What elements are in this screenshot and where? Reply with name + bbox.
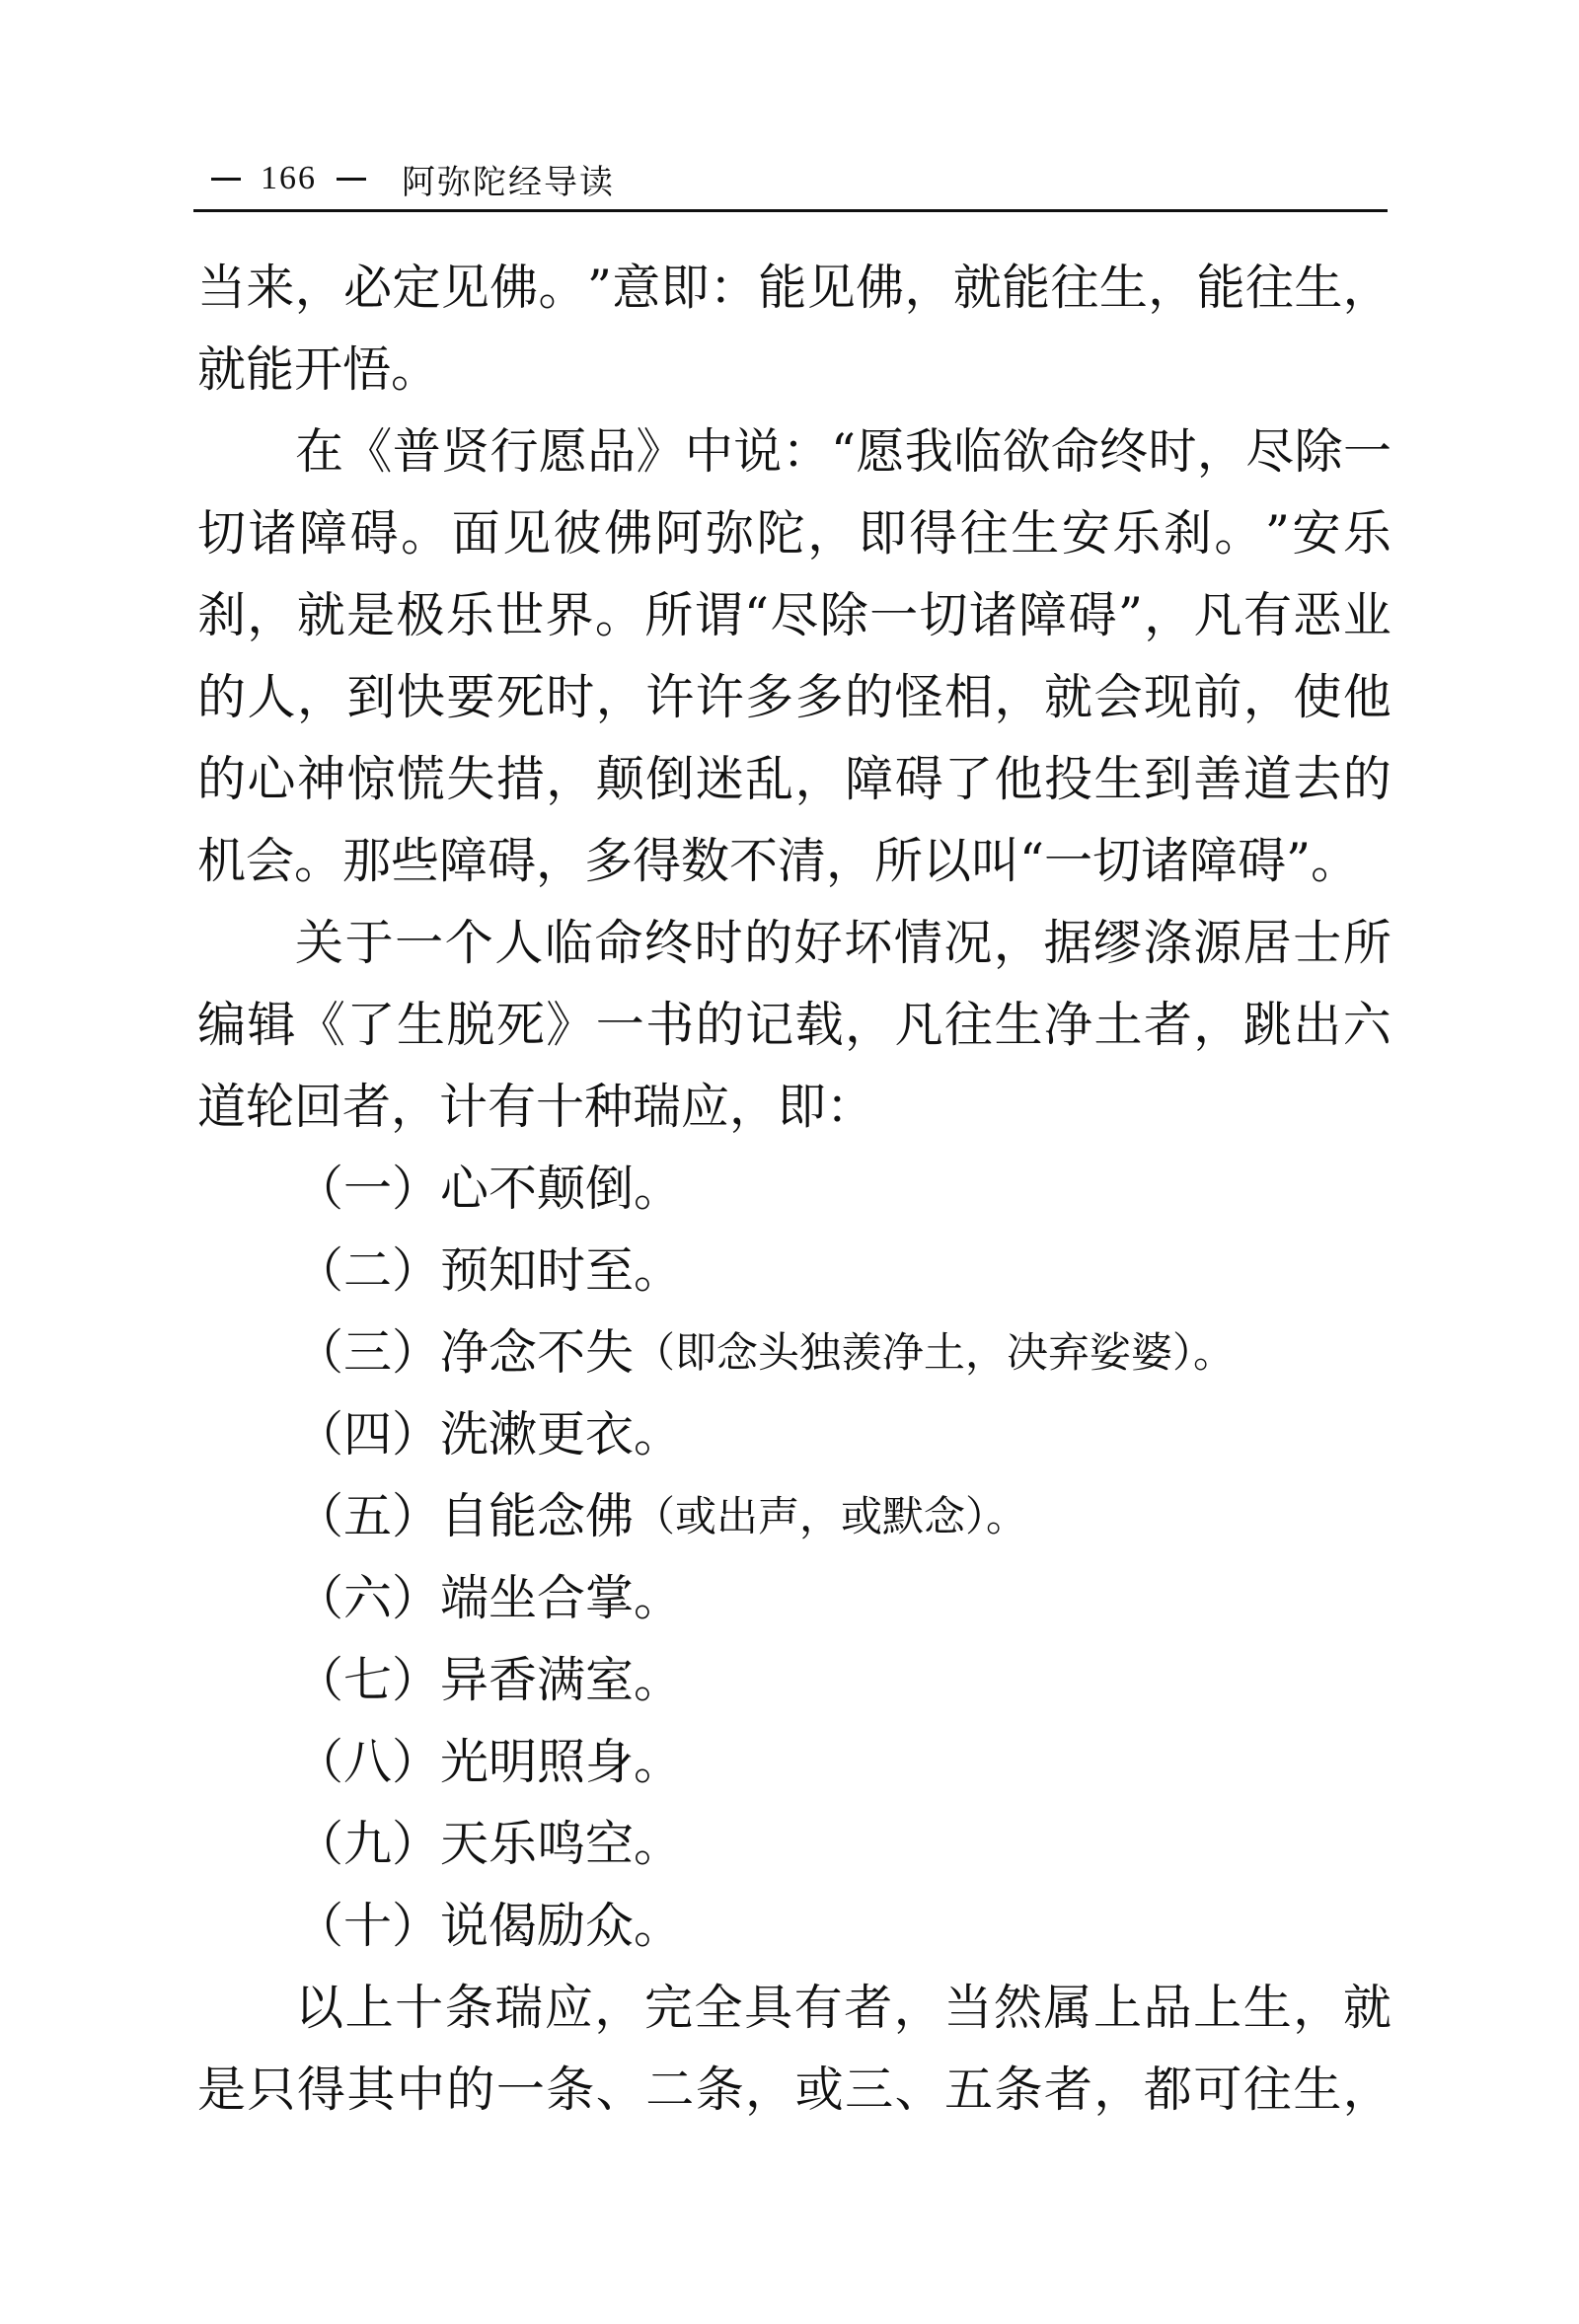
header-dash-right [337,178,366,181]
sign-note: （或出声，或默念）。 [634,1492,1028,1540]
sign-item-4 [197,1393,1391,1475]
sign-number: （十） [295,1898,441,1954]
text-line-6 [197,656,1391,738]
text-line-3 [197,411,1391,492]
text-line-9-content: 关 于 一 个 人 临 命 终 时 的 好 坏 情 况 ， 据 缪 涤 源 居 士 所 [295,915,1391,971]
sign-text: 预知时至。 [440,1242,683,1299]
sign-text: 端坐合掌。 [440,1570,683,1626]
text-line-8-content: 机会。那些障碍，多得数不清，所以叫“一切诸障碍”。 [197,833,1360,889]
sign-text: 净念不失 [440,1324,635,1381]
text-line-10-content: 编 辑 《 了 生 脱 死 》 一 书 的 记 载 ， 凡 往 生 净 土 者 ， 跳 出 六 [197,997,1391,1053]
sign-number: （四） [295,1406,441,1462]
sign-number: （一） [295,1161,441,1217]
sign-item-10 [197,1885,1391,1967]
sign-number: （八） [295,1734,441,1790]
sign-text: 天乐鸣空。 [440,1816,683,1872]
sign-item-1 [197,1148,1391,1230]
text-line-1 [197,247,1391,329]
closing-line-1 [197,1967,1391,2049]
sign-number: （三） [295,1324,441,1381]
sign-item-9 [197,1803,1391,1885]
book-title: 阿弥陀经导读 [402,162,615,202]
header-rule [193,209,1388,212]
sign-number: （五） [295,1488,441,1544]
sign-text: 异香满室。 [440,1652,683,1708]
text-line-4 [197,492,1391,574]
sign-item-3 [197,1312,1391,1393]
sign-item-5 [197,1475,1391,1557]
sign-number: （六） [295,1570,441,1626]
sign-item-8 [197,1721,1391,1803]
text-line-9 [197,902,1391,984]
text-line-1-content: 当 来 ， 必 定 见 佛 。 ” 意 即 ： 能 见 佛 ， 就 能 往 生 ， 能 往 生 ， [197,260,1391,316]
text-line-2 [197,329,1391,411]
sign-number: （九） [295,1816,441,1872]
page-header [197,156,615,201]
page-number: 166 [261,160,317,196]
closing-line-2-content: 是 只 得 其 中 的 一 条 、 二 条 ， 或 三 、 五 条 者 ， 都 可 往 生 ， [197,2062,1391,2118]
sign-item-2 [197,1230,1391,1312]
text-line-6-content: 的 人 ， 到 快 要 死 时 ， 许 许 多 多 的 怪 相 ， 就 会 现 前 ， 使 他 [197,669,1391,725]
text-line-11 [197,1066,1391,1148]
text-line-8 [197,820,1391,902]
text-line-3-content: 在 《 普 贤 行 愿 品 》 中 说 ： “ 愿 我 临 欲 命 终 时 ， 尽 除 一 [295,423,1391,480]
text-line-5-content: 刹 ， 就 是 极 乐 世 界 。 所 谓 “ 尽 除 一 切 诸 障 碍 ” ， 凡 有 恶 业 [197,587,1391,643]
text-line-10 [197,984,1391,1066]
page-body [197,247,1391,2131]
sign-item-7 [197,1639,1391,1721]
header-dash-left [211,178,241,181]
closing-line-1-content: 以 上 十 条 瑞 应 ， 完 全 具 有 者 ， 当 然 属 上 品 上 生 ， 就 [295,1980,1391,2036]
sign-note: （即念头独羡净土，决弃娑婆）。 [634,1328,1236,1377]
sign-text: 心不颠倒。 [440,1161,683,1217]
sign-text: 光明照身。 [440,1734,683,1790]
sign-number: （二） [295,1242,441,1299]
sign-number: （七） [295,1652,441,1708]
text-line-5 [197,574,1391,656]
closing-line-2 [197,2049,1391,2131]
text-line-4-content: 切 诸 障 碍 。 面 见 彼 佛 阿 弥 陀 ， 即 得 往 生 安 乐 刹 。 ” 安 乐 [197,505,1391,562]
text-line-7 [197,738,1391,820]
text-line-7-content: 的 心 神 惊 慌 失 措 ， 颠 倒 迷 乱 ， 障 碍 了 他 投 生 到 善 道 去 的 [197,751,1391,807]
text-line-11-content: 道轮回者，计有十种瑞应，即： [197,1079,875,1135]
sign-item-6 [197,1557,1391,1639]
text-line-2-content: 就能开悟。 [197,341,440,398]
sign-text: 洗漱更衣。 [440,1406,683,1462]
sign-text: 自能念佛 [440,1488,635,1544]
sign-text: 说偈励众。 [440,1898,683,1954]
